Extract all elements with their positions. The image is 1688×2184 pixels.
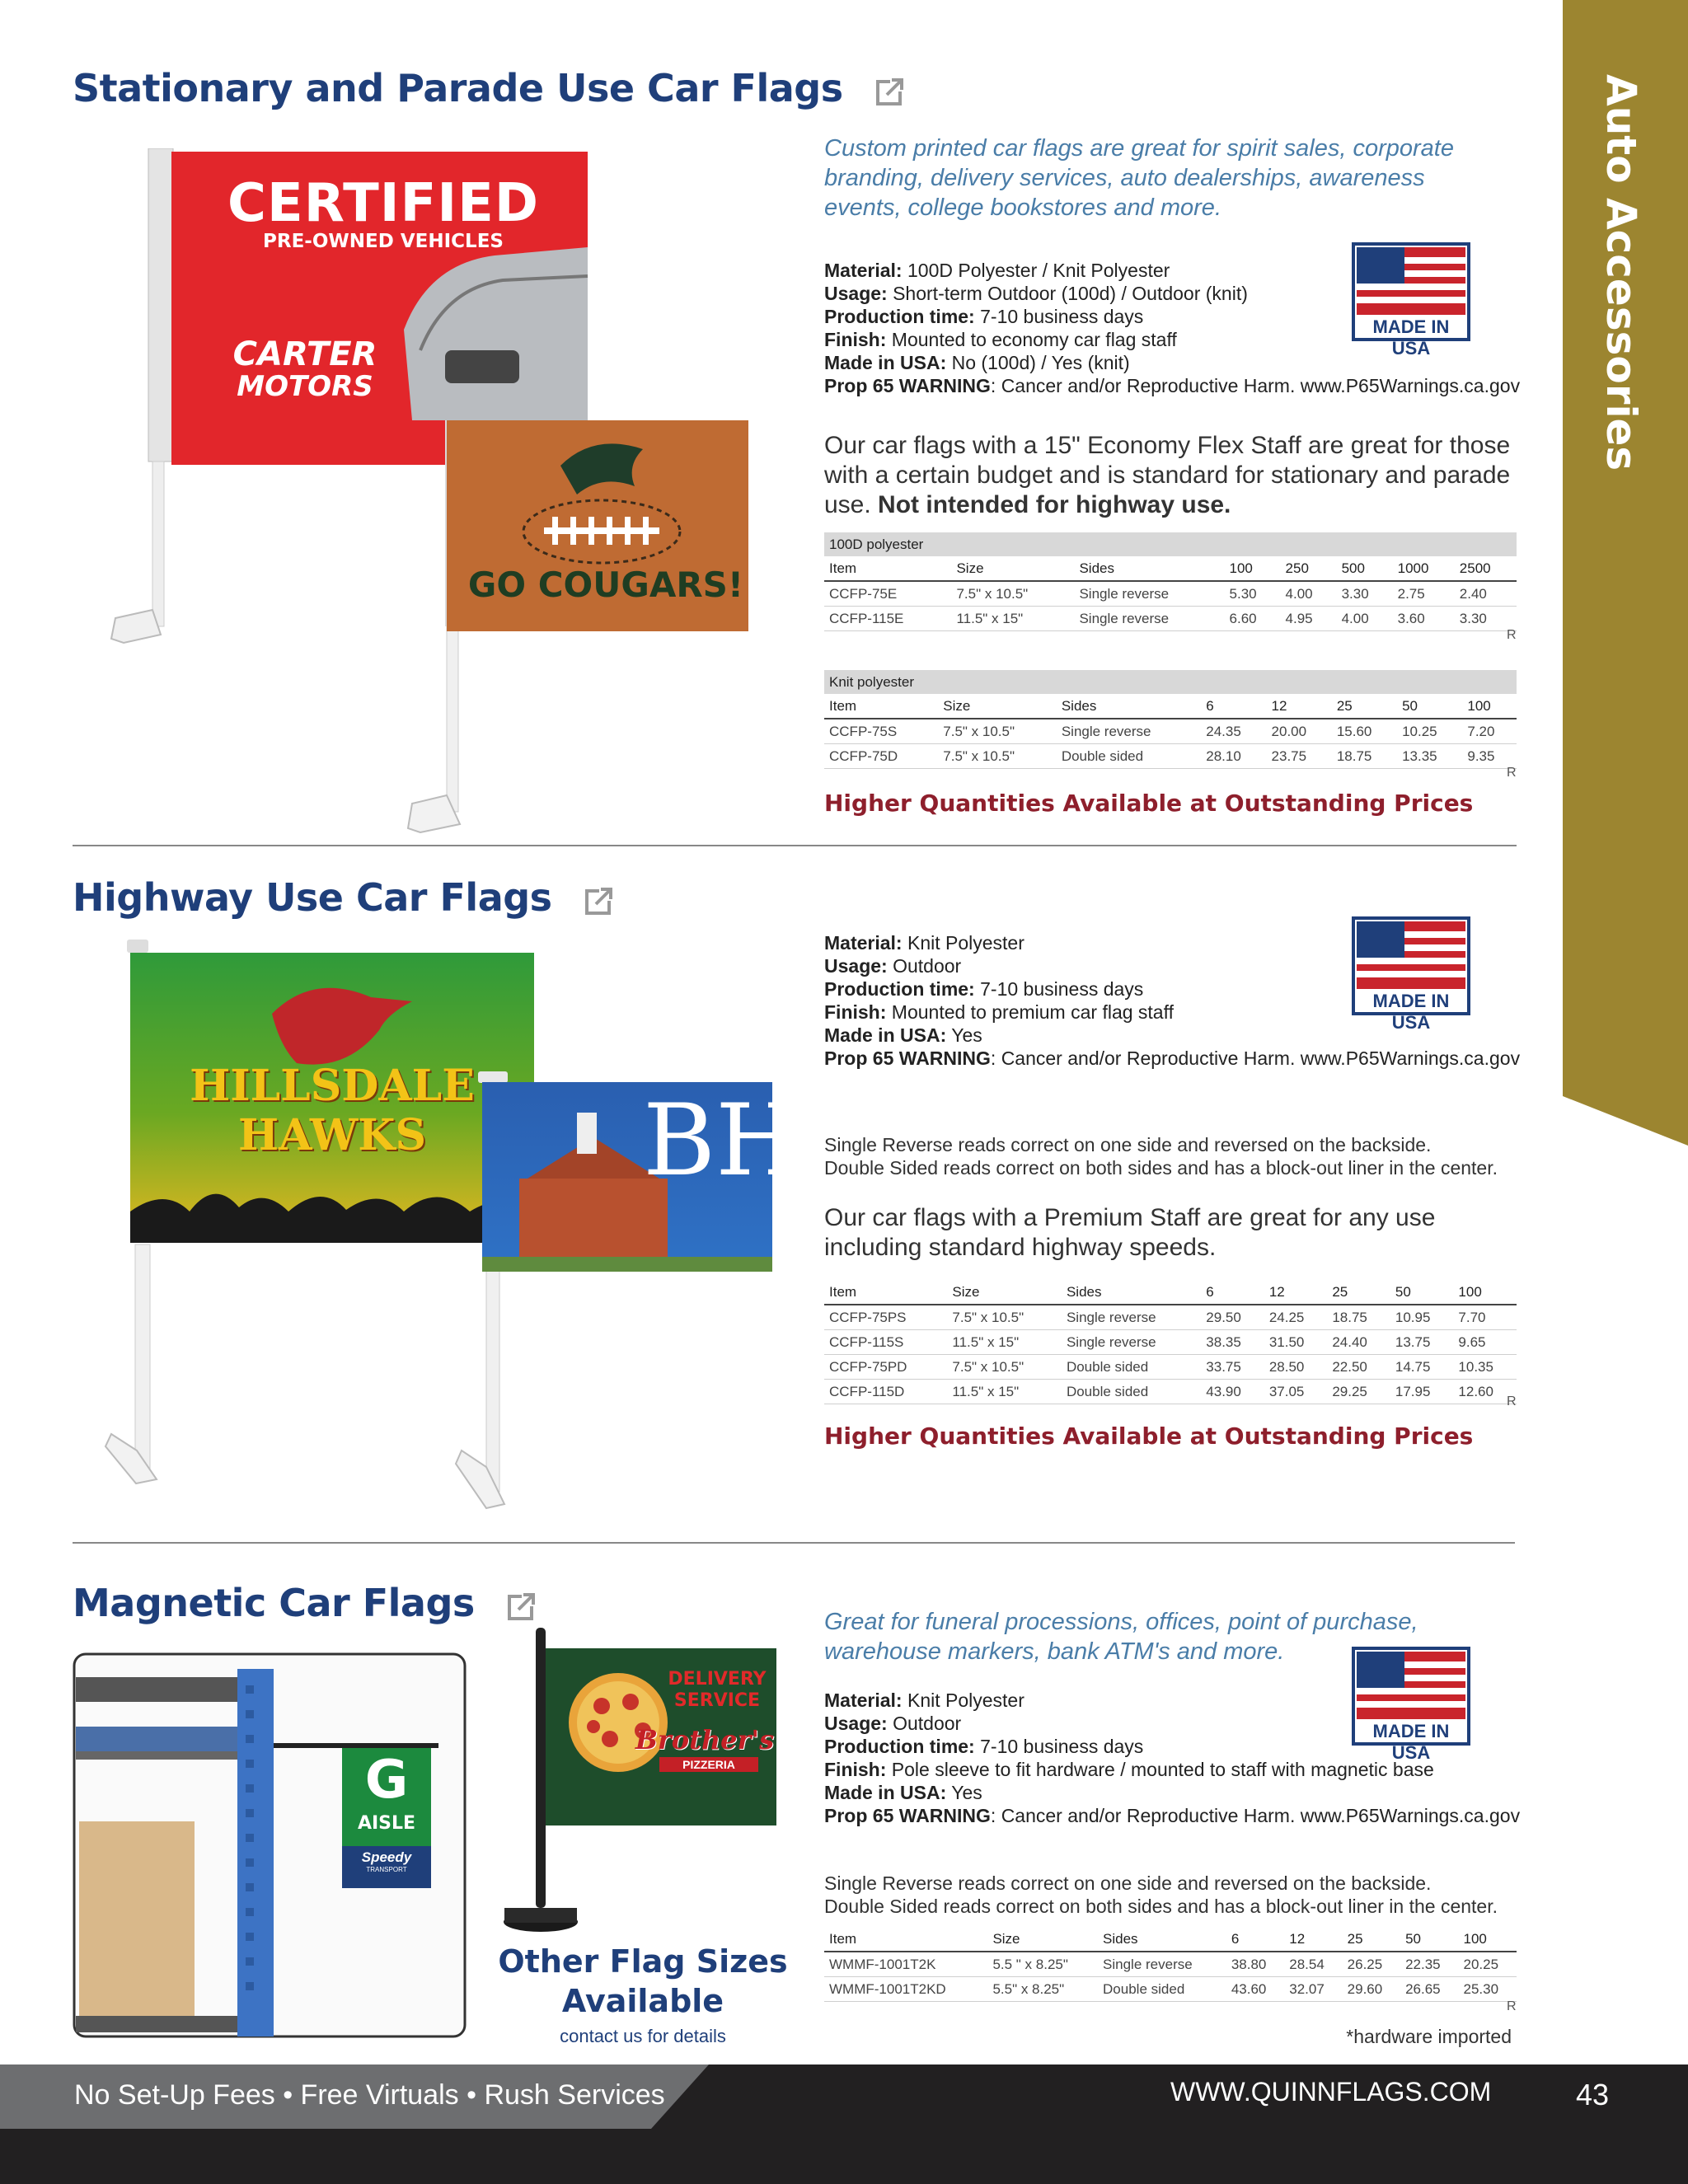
table-row: CCFP-115E 11.5" x 15" Single reverse 6.60 4.95 4.00 3.60 3.30 xyxy=(824,607,1517,631)
made-in-usa-text: MADE IN USA xyxy=(1372,991,1450,1033)
table-row: CCFP-75PD 7.5" x 10.5" Double sided 33.75 28.50 22.50 14.75 10.35 xyxy=(824,1355,1517,1380)
flag-certified-line2: PRE-OWNED VEHICLES xyxy=(263,231,504,252)
section1-cougar-flag xyxy=(396,416,775,861)
section3-specs xyxy=(824,1689,1566,1827)
footer-tagline: No Set-Up Fees • Free Virtuals • Rush Services xyxy=(74,2079,665,2111)
table-row: CCFP-115D 11.5" x 15" Double sided 43.90 37.05 29.25 17.95 12.60 xyxy=(824,1380,1517,1404)
not-highway-warning: Not intended for highway use. xyxy=(878,491,1231,518)
price-table-magnetic: Item Size Sides 6 12 25 50 100 WMMF-1001T2K 5.5 " x 8.25" Single reverse 38.80 28.54 26.25 22.35 20.25 WMMF-1001T2KD 5.5" x 8.25" Double sided 43.60 32.07 29.60 26.65 25.30 xyxy=(824,1927,1517,2002)
section2-description: Our car flags with a Premium Staff are great for any use including standard highway speeds. xyxy=(824,1204,1436,1261)
table-footnote-mark: R xyxy=(1507,766,1517,780)
page-number: 43 xyxy=(1576,2078,1610,2111)
flag-bh-monogram: BH xyxy=(643,1084,802,1198)
table-footnote-mark: R xyxy=(1507,1999,1517,2013)
section2-heading xyxy=(73,875,614,920)
table-footnote-mark: R xyxy=(1507,1394,1517,1408)
section2-title: Highway Use Car Flags xyxy=(73,875,552,920)
flag-hillsdale-line1: HILLSDALE xyxy=(190,1061,475,1111)
spec-finish: Finish: Mounted to premium car flag staff xyxy=(824,1001,1174,1023)
pizza-flag-line1: DELIVERY xyxy=(668,1669,767,1690)
section3-sides-note: Single Reverse reads correct on one side and reversed on the backside. Double Sided reads correct on both sides and has a block-out liner in the center. xyxy=(824,1872,1498,1917)
section2-flag-images xyxy=(99,940,802,1516)
made-in-usa-text: MADE IN USA xyxy=(1372,1721,1450,1763)
aisle-marker-image xyxy=(73,1652,467,2038)
spec-production: Production time: 7-10 business days xyxy=(824,978,1144,1000)
flag-go-cougars: GO COUGARS! xyxy=(467,565,744,605)
flag-certified-line1: CERTIFIED xyxy=(227,173,539,234)
aisle-flag-sub: TRANSPORT xyxy=(366,1866,407,1873)
spec-prop65: Prop 65 WARNING: Cancer and/or Reproductive Harm. www.P65Warnings.ca.gov xyxy=(824,1805,1521,1826)
section1-title: Stationary and Parade Use Car Flags xyxy=(73,66,843,110)
spec-made-in-usa: Made in USA: Yes xyxy=(824,1782,982,1803)
aisle-flag-brand: Speedy xyxy=(361,1849,412,1865)
higher-quantities-banner: Higher Quantities Available at Outstanding Prices xyxy=(824,790,1474,817)
spec-prop65: Prop 65 WARNING: Cancer and/or Reproductive Harm. www.P65Warnings.ca.gov xyxy=(824,1047,1521,1069)
pizza-flag-brand: Brother's xyxy=(635,1724,775,1755)
section1-specs xyxy=(824,259,1566,397)
table-row: CCFP-75E 7.5" x 10.5" Single reverse 5.30 4.00 3.30 2.75 2.40 xyxy=(824,581,1517,607)
hardware-imported-note: *hardware imported xyxy=(1346,2026,1512,2047)
spec-made-in-usa: Made in USA: Yes xyxy=(824,1024,982,1046)
footer-website-link[interactable]: WWW.QUINNFLAGS.COM xyxy=(1170,2077,1492,2107)
contact-us-link[interactable]: contact us for details xyxy=(560,2026,726,2046)
table-row: WMMF-1001T2K 5.5 " x 8.25" Single reverse 38.80 28.54 26.25 22.35 20.25 xyxy=(824,1952,1517,1977)
spec-made-in-usa: Made in USA: No (100d) / Yes (knit) xyxy=(824,352,1130,373)
section2-specs xyxy=(824,931,1566,1070)
section1-tagline: Custom printed car flags are great for spirit sales, corporate branding, delivery services, auto dealerships, awareness events, college bookstores and more. xyxy=(824,135,1454,221)
side-tab-label: Auto Accessories xyxy=(1597,74,1645,471)
table-row: CCFP-75PS 7.5" x 10.5" Single reverse 29.50 24.25 18.75 10.95 7.70 xyxy=(824,1305,1517,1330)
external-link-icon[interactable] xyxy=(507,1591,537,1621)
external-link-icon[interactable] xyxy=(875,77,905,106)
spec-finish: Finish: Mounted to economy car flag staff xyxy=(824,329,1177,350)
spec-finish: Finish: Pole sleeve to fit hardware / mounted to staff with magnetic base xyxy=(824,1759,1434,1780)
flag-hillsdale-line2: HAWKS xyxy=(237,1110,427,1160)
section2-sides-note: Single Reverse reads correct on one side and reversed on the backside. Double Sided reads correct on both sides and has a block-out liner in the center. xyxy=(824,1134,1498,1179)
table-row: CCFP-75S 7.5" x 10.5" Single reverse 24.35 20.00 15.60 10.25 7.20 xyxy=(824,719,1517,744)
section3-tagline: Great for funeral processions, offices, point of purchase, warehouse markers, bank ATM's and more. xyxy=(824,1609,1418,1665)
spec-usage: Usage: Short-term Outdoor (100d) / Outdoor (knit) xyxy=(824,283,1248,304)
price-table-highway: Item Size Sides 6 12 25 50 100 CCFP-75PS 7.5" x 10.5" Single reverse 29.50 24.25 18.75 10.95 7.70 CCFP-115S 11.5" x 15" Single reverse 38.35 31.50 24.40 13.75 9.65 CCFP-75PD 7.5" x 10.5" Double sided 33.75 28.50 22.50 14.75 10.35 CCFP-115D 11.5" x 15" Double sided 43.90 37.05 29.25 17.95 12.60 xyxy=(824,1280,1517,1404)
table-row: WMMF-1001T2KD 5.5" x 8.25" Double sided 43.60 32.07 29.60 26.65 25.30 xyxy=(824,1977,1517,2002)
spec-material: Material: Knit Polyester xyxy=(824,932,1025,954)
spec-material: Material: Knit Polyester xyxy=(824,1690,1025,1711)
section1-description: Our car flags with a 15" Economy Flex Staff are great for those with a certain budget and is standard for stationary and parade use. Not intended for highway use. xyxy=(824,432,1511,518)
external-link-icon[interactable] xyxy=(584,886,614,916)
spec-prop65: Prop 65 WARNING: Cancer and/or Reproductive Harm. www.P65Warnings.ca.gov xyxy=(824,375,1521,396)
flag-carter-line4: MOTORS xyxy=(237,370,373,403)
spec-usage: Usage: Outdoor xyxy=(824,1713,962,1734)
table-row: CCFP-115S 11.5" x 15" Single reverse 38.35 31.50 24.40 13.75 9.65 xyxy=(824,1330,1517,1355)
table-row: CCFP-75D 7.5" x 10.5" Double sided 28.10 23.75 18.75 13.35 9.35 xyxy=(824,744,1517,769)
spec-usage: Usage: Outdoor xyxy=(824,955,962,977)
spec-production: Production time: 7-10 business days xyxy=(824,1736,1144,1757)
side-tab-label-wrap xyxy=(1596,74,1645,486)
section1-heading xyxy=(73,66,905,110)
price-table-knit: Knit polyester Item Size Sides 6 12 25 50 100 CCFP-75S 7.5" x 10.5" Single reverse 24.35 20.00 15.60 10.25 7.20 CCFP-75D 7.5" x 10.5" Double sided 28.10 23.75 18.75 13.35 9.35 xyxy=(824,670,1517,769)
section-divider xyxy=(73,1542,1515,1544)
aisle-flag-word: AISLE xyxy=(357,1813,416,1834)
pizza-flag-sub: PIZZERIA xyxy=(659,1757,758,1772)
higher-quantities-banner: Higher Quantities Available at Outstanding Prices xyxy=(824,1422,1474,1450)
flag-carter-line3: CARTER xyxy=(232,335,377,373)
made-in-usa-text: MADE IN USA xyxy=(1372,316,1450,359)
section3-title: Magnetic Car Flags xyxy=(73,1581,475,1625)
spec-production: Production time: 7-10 business days xyxy=(824,306,1144,327)
other-flag-sizes: Other Flag Sizes Available xyxy=(498,1943,788,2019)
pizza-flag-line2: SERVICE xyxy=(673,1690,761,1711)
aisle-flag-letter: G xyxy=(364,1750,409,1811)
table-footnote-mark: R xyxy=(1507,628,1517,642)
price-table-100d: 100D polyester Item Size Sides 100 250 500 1000 2500 CCFP-75E 7.5" x 10.5" Single reverse 5.30 4.00 3.30 2.75 2.40 CCFP-115E 11.5" x 15" Single reverse 6.60 4.95 4.00 3.60 3.30 xyxy=(824,532,1517,631)
section-divider xyxy=(73,845,1517,846)
section3-heading xyxy=(73,1581,537,1625)
spec-material: Material: 100D Polyester / Knit Polyester xyxy=(824,260,1170,281)
